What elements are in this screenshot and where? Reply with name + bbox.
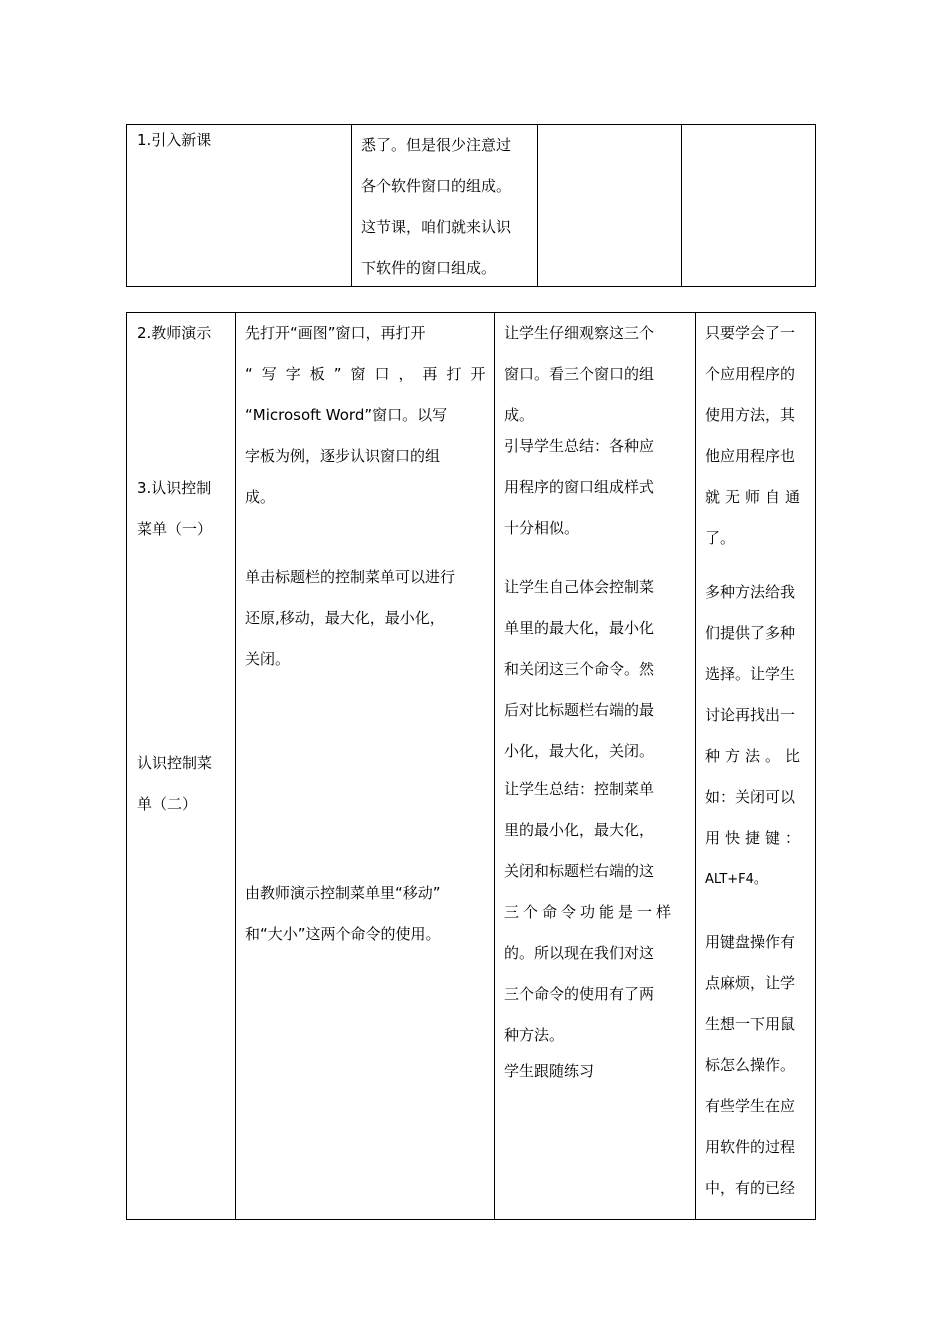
text-line: 讨论再找出一 <box>705 706 796 724</box>
text-line: 先打开“画图”窗口，再打开 <box>245 324 426 342</box>
column-divider <box>351 125 352 286</box>
text-line: 种方法。比 <box>705 747 806 765</box>
text-line: 由教师演示控制菜单里“移动” <box>245 884 441 902</box>
text-line: 个应用程序的 <box>705 365 796 383</box>
column-divider <box>681 125 682 286</box>
text-line: 里的最小化，最大化， <box>504 821 655 839</box>
text-line: 了。 <box>705 529 736 547</box>
text-line: 成。 <box>245 488 276 506</box>
text-line: 十分相似。 <box>504 519 580 537</box>
step-label: 单（二） <box>137 795 198 813</box>
text-line: 这节课，咱们就来认识 <box>361 218 512 236</box>
text-line: 让学生仔细观察这三个 <box>504 324 655 342</box>
text-line: 引导学生总结：各种应 <box>504 437 655 455</box>
text-line: 窗口。看三个窗口的组 <box>504 365 655 383</box>
step-label <box>137 468 227 509</box>
text-line: 字板为例，逐步认识窗口的组 <box>245 447 441 465</box>
text-line: 有些学生在应 <box>705 1097 796 1115</box>
column-divider <box>235 313 236 1219</box>
text-line: 还原,移动，最大化，最小化， <box>245 609 445 627</box>
column-divider <box>537 125 538 286</box>
text-line: 单里的最大化，最小化 <box>504 619 655 637</box>
text-line: 三个命令的使用有了两 <box>504 985 655 1003</box>
step-label: 认识控制菜 <box>137 754 213 772</box>
text-line: 悉了。但是很少注意过 <box>361 136 512 154</box>
text-line: 单击标题栏的控制菜单可以进行 <box>245 568 456 586</box>
text-line: 用快捷键： <box>705 829 806 847</box>
text-line: 的。所以现在我们对这 <box>504 944 655 962</box>
text-line: 生想一下用鼠 <box>705 1015 796 1033</box>
text-line: 学生跟随练习 <box>504 1062 595 1080</box>
text-line: 后对比标题栏右端的最 <box>504 701 655 719</box>
column-divider <box>695 313 696 1219</box>
text-line: 小化，最大化，关闭。 <box>504 742 655 760</box>
step-label: 1.引入新课 <box>137 131 212 149</box>
text-line: 种方法。 <box>504 1026 565 1044</box>
text-line: 3.认识控制 <box>137 479 212 497</box>
text-line: 用软件的过程 <box>705 1138 796 1156</box>
text-line: 只要学会了一 <box>705 324 796 342</box>
text-line: 三个命令功能是一样 <box>504 903 676 921</box>
text-line: 中，有的已经 <box>705 1179 796 1197</box>
text-line: 让学生自己体会控制菜 <box>504 578 655 596</box>
text-line: 选择。让学生 <box>705 665 796 683</box>
text-line: 关闭。 <box>245 650 291 668</box>
text-line: 让学生总结：控制菜单 <box>504 780 655 798</box>
text-line: 和关闭这三个命令。然 <box>504 660 655 678</box>
text-line: 多种方法给我 <box>705 583 796 601</box>
text-line: 们提供了多种 <box>705 624 796 642</box>
text-line: 各个软件窗口的组成。 <box>361 177 512 195</box>
text-line: 就无师自通 <box>705 488 806 506</box>
text-line: 和“大小”这两个命令的使用。 <box>245 925 441 943</box>
step-label: 2.教师演示 <box>137 324 212 342</box>
step-label: 菜单（一） <box>137 520 213 538</box>
text-line: “写字板”窗口，再打开 <box>245 365 495 383</box>
text-line: 标怎么操作。 <box>705 1056 796 1074</box>
text-line: 关闭和标题栏右端的这 <box>504 862 655 880</box>
text-line: 如：关闭可以 <box>705 788 796 806</box>
text-line: 用程序的窗口组成样式 <box>504 478 655 496</box>
column-divider <box>494 313 495 1219</box>
text-line: 用键盘操作有 <box>705 933 796 951</box>
text-line: 成。 <box>504 406 535 424</box>
lesson-table-2 <box>126 312 816 1220</box>
text-line: “Microsoft Word”窗口。以写 <box>245 406 448 424</box>
text-line: 下软件的窗口组成。 <box>361 259 497 277</box>
text-line: 使用方法，其 <box>705 406 796 424</box>
lesson-table-1 <box>126 124 816 287</box>
text-line: 他应用程序也 <box>705 447 796 465</box>
text-line: ALT+F4。 <box>705 872 767 887</box>
text-line: 点麻烦，让学 <box>705 974 796 992</box>
